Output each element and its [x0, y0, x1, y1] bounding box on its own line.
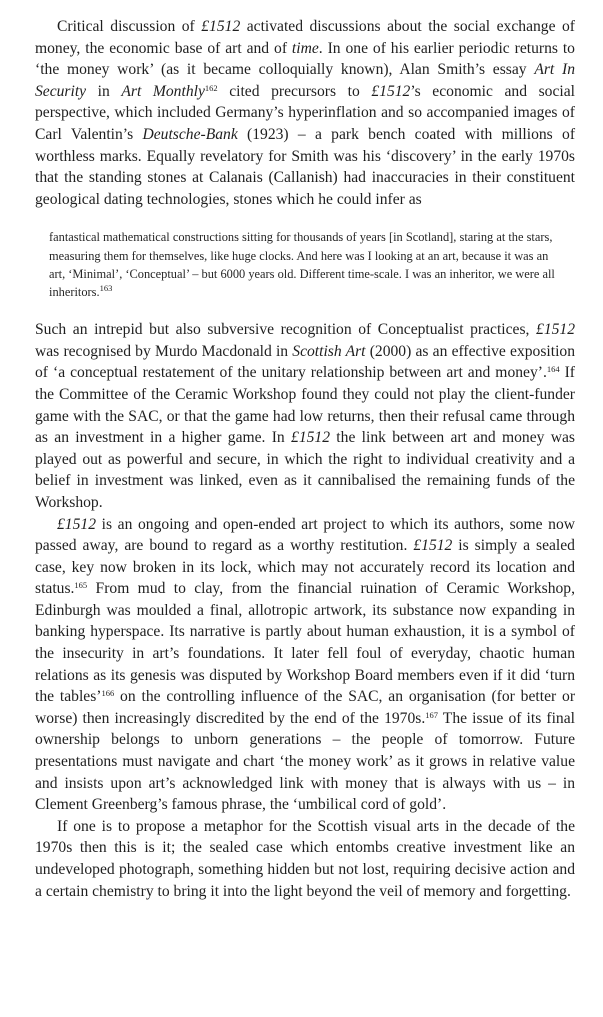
italic-title: £1512 [413, 537, 453, 555]
paragraph-ongoing-project [35, 514, 575, 816]
text-run: If the Committee of the Ceramic Workshop found they could not play the client-funder game with the SAC, or that the game had low returns, then their refusal came through as an investment in a higher game. In [35, 364, 576, 447]
text-run: on the controlling influence of the SAC, an organisation (for better or worse) then increasingly discredited by the end of the 1970s. [35, 688, 576, 727]
footnote-marker: 167 [425, 709, 438, 720]
italic-title: Deutsche-Bank [142, 125, 238, 143]
italic-title: Art In Security [35, 61, 575, 100]
italic-title: £1512 [536, 321, 575, 339]
block-quotation [49, 228, 565, 301]
text-run: Critical discussion of [57, 18, 202, 35]
footnote-marker: 165 [74, 580, 88, 591]
text-run: (2000) as an effective exposition of ‘a conceptual restatement of the unitary relationship between art and money’. [35, 342, 575, 382]
text-run: the link between art and money was played out as powerful and secure, in which the right to individual creativity and a belief in investment was linked, even as it cannibalised the remaining funds of the Workshop. [35, 429, 575, 511]
italic-title: £1512 [201, 18, 241, 35]
book-page [35, 16, 575, 902]
text-run: is simply a sealed case, key now broken in its lock, which may not accurately record its location and status. [35, 537, 575, 598]
text-run: fantastical mathematical constructions sitting for thousands of years [in Scotland], staring at the stars, measuring them for themselves, like huge clocks. And here was I looking at an art, because it was an art, ‘Minimal’, ‘Conceptual’ – but 6000 years old. Different time-scale. I was an inheritor, we were all inheritors. [49, 230, 555, 299]
text-run: cited precursors to [217, 82, 372, 100]
italic-title: Scottish Art [292, 342, 366, 360]
footnote-marker: 166 [101, 688, 115, 699]
text-run: (1923) – a park bench coated with millions of worthless marks. Equally revelatory for Smith was his ‘discovery’ in the early 1970s that the standing stones at Calanais (Callanish) had inaccuracies in their constituent geological dating technologies, stones which he could infer as [35, 125, 576, 208]
text-run: in [86, 82, 122, 100]
footnote-marker: 163 [99, 282, 113, 293]
footnote-marker: 164 [546, 364, 560, 375]
text-run: activated discussions about the social exchange of money, the economic base of art and of [35, 18, 575, 57]
text-run: From mud to clay, from the financial ruination of Ceramic Workshop, Edinburgh was moulded a final, allotropic artwork, its substance now expanding in banking hyperspace. Its narrative is partly about human exhaustion, it is a symbol of the insecurity in art’s foundations. It later fell foul of everyday, chaotic human relations as its genesis was disputed by Workshop Board members even if it did ‘turn the tables’ [35, 580, 575, 706]
paragraph-critical-discussion [35, 16, 575, 210]
italic-title: Art Monthly [121, 82, 205, 100]
italic-title: £1512 [291, 429, 331, 447]
italic-title: £1512 [371, 82, 411, 100]
paragraph-metaphor [35, 816, 575, 902]
paragraph-intrepid-recognition [35, 319, 575, 513]
text-run: was recognised by Murdo Macdonald in [35, 342, 293, 360]
text-run: If one is to propose a metaphor for the Scottish visual arts in the decade of the 1970s then this is it; the sealed case which entombs creative investment like an undeveloped photograph, something hidden but not lost, requiring decisive action and a certain chemistry to bring it into the light beyond the veil of memory and forgetting. [35, 817, 575, 900]
text-run: ’s economic and social perspective, which included Germany’s hyperinflation and so accompanied images of Carl Valentin’s [35, 82, 575, 143]
footnote-marker: 162 [204, 82, 218, 93]
italic-title: £1512 [57, 515, 96, 533]
italic-title: time [291, 39, 319, 57]
text-run: Such an intrepid but also subversive recognition of Conceptualist practices, [35, 321, 537, 339]
text-run: . In one of his earlier periodic returns to ‘the money work’ (as it became colloquially known), Alan Smith’s essay [35, 39, 575, 79]
text-run: The issue of its final ownership belongs to unborn generations – the people of tomorrow. Future presentations must navigate and chart ‘the money work’ as it grows in relative value and insists upon art’s acknowledged link with money that is always with us – in Clement Greenberg’s famous phrase, the ‘umbilical cord of gold’. [35, 709, 575, 814]
text-run: is an ongoing and open-ended art project to which its authors, some now passed away, are bound to regard as a worthy restitution. [35, 515, 575, 555]
